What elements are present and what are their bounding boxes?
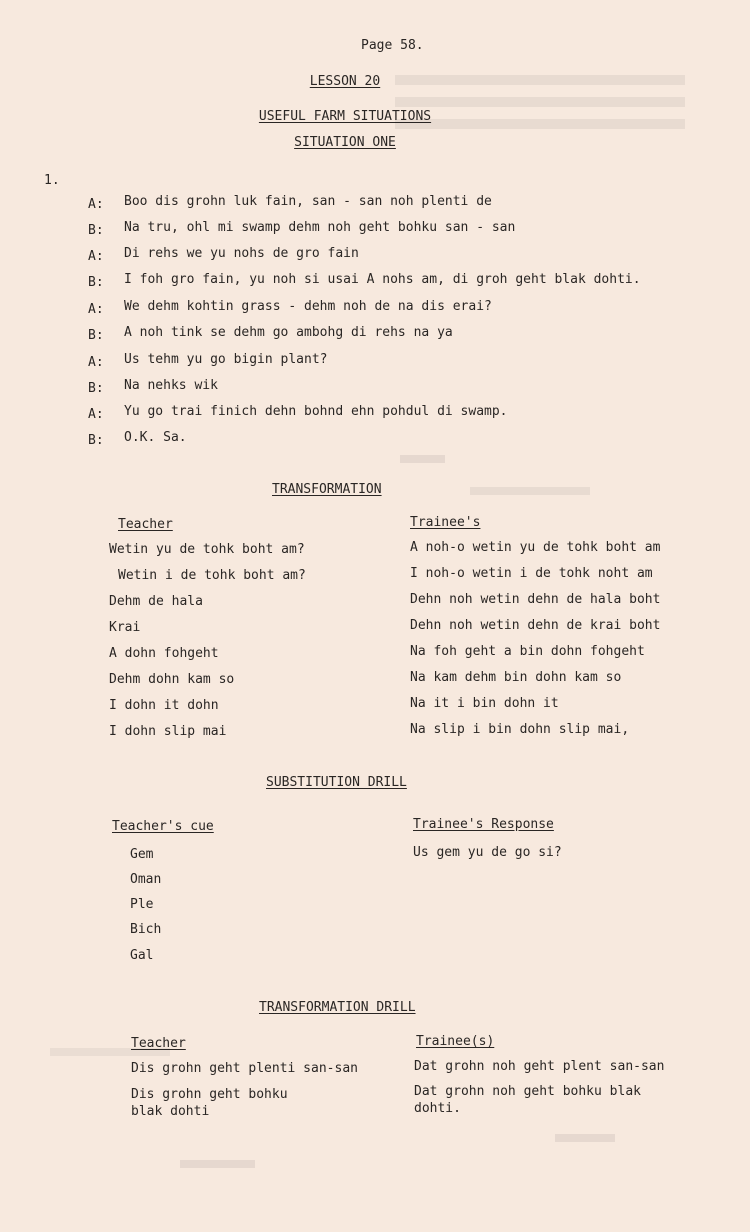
dialogue-number: 1. [44, 173, 60, 188]
response-header: Trainee's Response [413, 817, 554, 832]
line-text: Na tru, ohl mi swamp dehm noh geht bohku san - san [124, 220, 516, 235]
drill-teacher-item: blak dohti [131, 1104, 210, 1119]
cue-header: Teacher's cue [112, 819, 214, 834]
drill-teacher-item: Dis grohn geht bohku [131, 1087, 288, 1102]
cue-item: Bich [130, 922, 162, 937]
transformation-title: TRANSFORMATION [272, 482, 382, 497]
line-text: A noh tink se dehm go ambohg di rehs na ya [124, 325, 453, 340]
line-text: We dehm kohtin grass - dehm noh de na dis erai? [124, 299, 492, 314]
drill-teacher-header: Teacher [131, 1036, 186, 1051]
speaker: A: [88, 407, 104, 422]
subtitle: USEFUL FARM SITUATIONS [258, 109, 432, 124]
speaker: B: [88, 433, 104, 448]
line-text: O.K. Sa. [124, 430, 187, 445]
cue-item: Gem [130, 847, 154, 862]
teacher-item: I dohn slip mai [109, 724, 227, 739]
teacher-item: A dohn fohgeht [109, 646, 219, 661]
line-text: Na nehks wik [124, 378, 218, 393]
page-number: Page 58. [361, 38, 424, 53]
teacher-item: I dohn it dohn [109, 698, 219, 713]
line-text: Di rehs we yu nohs de gro fain [124, 246, 359, 261]
situation-title: SITUATION ONE [294, 135, 396, 150]
teacher-item: Wetin yu de tohk boht am? [109, 542, 305, 557]
speaker: B: [88, 381, 104, 396]
cue-item: Ple [130, 897, 154, 912]
speaker: B: [88, 223, 104, 238]
trainee-item: A noh-o wetin yu de tohk boht am [410, 540, 661, 555]
teacher-item: Wetin i de tohk boht am? [118, 568, 306, 583]
trainee-item: Na foh geht a bin dohn fohgeht [410, 644, 645, 659]
trainee-item: Na slip i bin dohn slip mai, [410, 722, 630, 737]
drill-trainee-item: Dat grohn noh geht plent san-san [414, 1059, 665, 1074]
trainee-item: Na kam dehm bin dohn kam so [410, 670, 622, 685]
trainee-item: Dehn noh wetin dehn de krai boht [410, 618, 661, 633]
speaker: A: [88, 302, 104, 317]
response-text: Us gem yu de go si? [413, 845, 562, 860]
substitution-title: SUBSTITUTION DRILL [266, 775, 407, 790]
trainee-item: I noh-o wetin i de tohk noht am [410, 566, 653, 581]
teacher-item: Krai [109, 620, 141, 635]
drill-teacher-item: Dis grohn geht plenti san-san [131, 1061, 358, 1076]
teacher-item: Dehm de hala [109, 594, 203, 609]
drill-trainee-item: dohti. [414, 1101, 461, 1116]
drill-trainee-header: Trainee(s) [416, 1034, 495, 1049]
speaker: A: [88, 249, 104, 264]
teacher-item: Dehm dohn kam so [109, 672, 235, 687]
speaker: B: [88, 275, 104, 290]
transformation-drill-title: TRANSFORMATION DRILL [259, 1000, 416, 1015]
speaker: B: [88, 328, 104, 343]
speaker: A: [88, 355, 104, 370]
drill-trainee-item: Dat grohn noh geht bohku blak [414, 1084, 641, 1099]
line-text: Yu go trai finich dehn bohnd ehn pohdul di swamp. [124, 404, 508, 419]
cue-item: Gal [130, 948, 154, 963]
trainee-item: Dehn noh wetin dehn de hala boht [410, 592, 661, 607]
line-text: I foh gro fain, yu noh si usai A nohs am, di groh geht blak dohti. [124, 272, 641, 287]
line-text: Boo dis grohn luk fain, san - san noh plenti de [124, 194, 492, 209]
cue-item: Oman [130, 872, 162, 887]
speaker: A: [88, 197, 104, 212]
trainee-header: Trainee's [410, 515, 481, 530]
trainee-item: Na it i bin dohn it [410, 696, 559, 711]
teacher-header: Teacher [118, 517, 173, 532]
line-text: Us tehm yu go bigin plant? [124, 352, 328, 367]
lesson-title: LESSON 20 [309, 74, 381, 89]
